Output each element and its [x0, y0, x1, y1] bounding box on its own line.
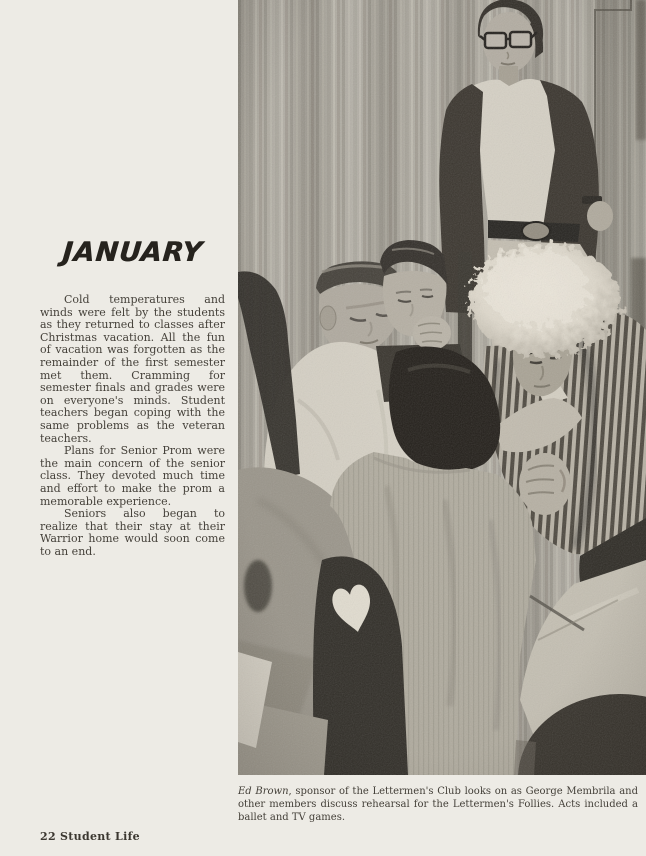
page-footer: [40, 830, 140, 843]
article-paragraph: Plans for Senior Prom were the main concern of the senior class. They devoted much time and effort to make the prom a memorable experience.: [40, 444, 225, 508]
photo-lettermen-rehearsal: [238, 0, 646, 775]
article-body: [40, 294, 225, 558]
caption-lead: Ed Brown: [238, 786, 289, 797]
article-paragraph: Cold temperatures and winds were felt by the students as they returned to classes after Christmas vacation. All the fun of vacation was forgotten as the remainder of the first semester met them. Cramming for semester finals and grades were on everyone's minds. Student teachers began coping with the same problems as the veteran teachers.: [40, 293, 225, 445]
article-column: [40, 238, 225, 558]
photo-caption: [238, 785, 638, 824]
article-paragraph: Seniors also began to realize that their stay at their Warrior home would soon come to an end.: [40, 507, 225, 558]
page-title: JANUARY: [61, 237, 204, 268]
photo-illustration: [238, 0, 646, 775]
film-grain: [238, 0, 646, 775]
footer-text: 22 Student Life: [40, 830, 140, 843]
caption-rest: , sponsor of the Lettermen's Club looks on as George Membrila and other members discuss rehearsal for the Lettermen's Follies. Acts included a ballet and TV games.: [238, 786, 639, 823]
